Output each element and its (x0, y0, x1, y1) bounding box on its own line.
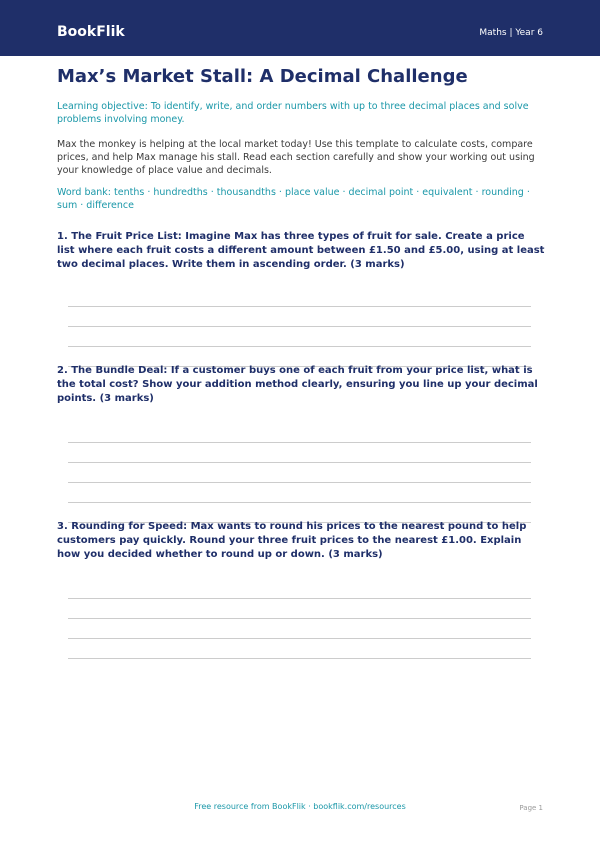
intro-paragraph: Max the monkey is helping at the local market today! Use this template to calculate costs, compare prices, and help Max manage his stall. Read each section carefully and show your working out using your knowledge of place value and decimals. (57, 139, 535, 176)
subject-label: Maths | Year 6 (479, 28, 543, 38)
answer-line[interactable] (68, 598, 531, 599)
answer-line[interactable] (68, 658, 531, 659)
question-3: 3. Rounding for Speed: Max wants to round his prices to the nearest pound to help customers pay quickly. Round your three fruit prices to the nearest £1.00. Explain how you decided whether to round up or down. (3 marks) (57, 521, 527, 560)
page-number: Page 1 (519, 804, 543, 812)
answer-line[interactable] (68, 502, 531, 503)
answer-line[interactable] (68, 462, 531, 463)
learning-objective: Learning objective: To identify, write, and order numbers with up to three decimal places and solve problems involving money. (57, 101, 529, 125)
answer-line[interactable] (68, 618, 531, 619)
word-bank: Word bank: tenths · hundredths · thousandths · place value · decimal point · equivalent · rounding · sum · difference (57, 187, 530, 211)
answer-line[interactable] (68, 442, 531, 443)
header-bar (0, 0, 600, 56)
brand-logo: BookFlik (57, 24, 125, 40)
answer-line[interactable] (68, 638, 531, 639)
answer-line[interactable] (68, 306, 531, 307)
answer-line[interactable] (68, 482, 531, 483)
page-title: Max’s Market Stall: A Decimal Challenge (57, 66, 468, 87)
answer-line[interactable] (68, 326, 531, 327)
question-1: 1. The Fruit Price List: Imagine Max has three types of fruit for sale. Create a price list where each fruit costs a different amount between £1.50 and £5.00, using at least two decimal places. Write them in ascending order. (3 marks) (57, 231, 545, 270)
answer-line[interactable] (68, 346, 531, 347)
footer-link[interactable]: Free resource from BookFlik · bookflik.com/resources (194, 802, 406, 811)
question-2: 2. The Bundle Deal: If a customer buys one of each fruit from your price list, what is the total cost? Show your addition method clearly, ensuring you line up your decimal points. (3 marks) (57, 365, 538, 404)
